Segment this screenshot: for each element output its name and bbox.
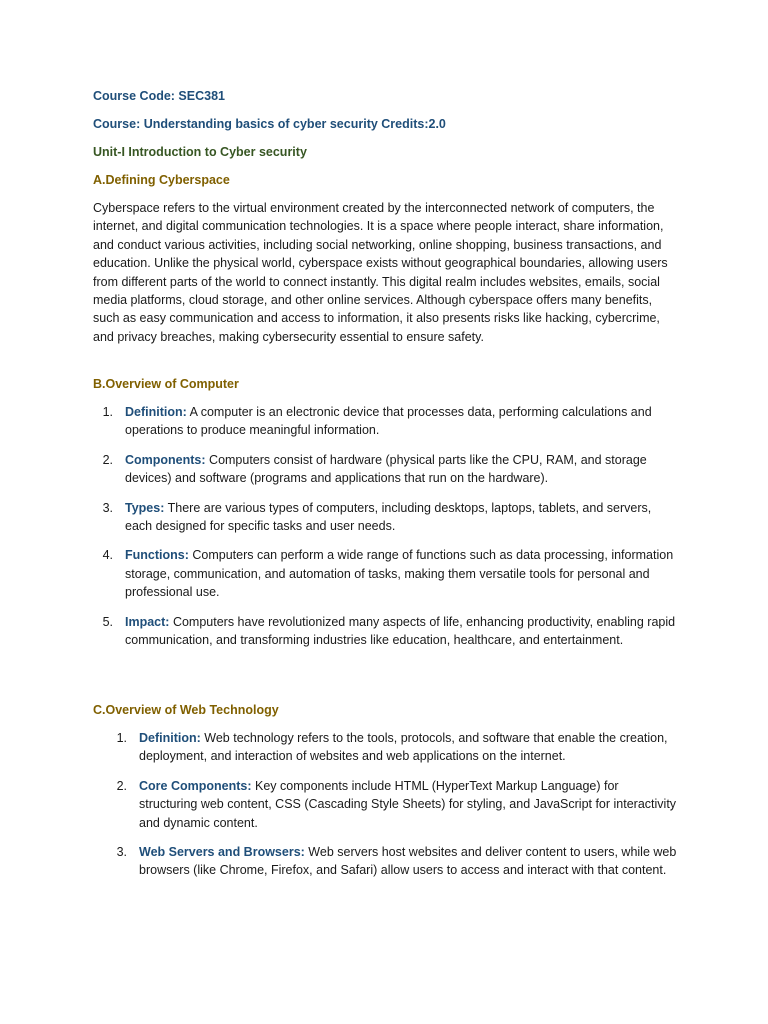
list-number: 1. — [102, 405, 113, 419]
list-text: There are various types of computers, including desktops, laptops, tablets, and servers, each designed for specific tasks and user needs. — [125, 500, 652, 534]
list-text: Computers have revolutionized many aspects of life, enhancing productivity, enabling rapid communication, and transforming industries like education, healthcare, and entertainment. — [125, 614, 676, 648]
section-a-heading: A.Defining Cyberspace — [93, 173, 230, 187]
list-text: Web technology refers to the tools, protocols, and software that enable the creation, deployment, and interaction of websites and web applications on the internet. — [139, 731, 668, 764]
course-code: Course Code: SEC381 — [93, 89, 225, 103]
list-term: Types — [125, 500, 161, 515]
list-number: 5. — [102, 614, 113, 629]
list-number: 3. — [102, 500, 113, 515]
list-number: 2. — [102, 452, 113, 467]
list-item — [116, 777, 679, 832]
section-c-list — [116, 729, 679, 880]
section-a-paragraph: Cyberspace refers to the virtual environment created by the interconnected network of computers, the internet, and digital communication technologies. It is a space where people interact, share information, and conduct various activities, including social networking, online shopping, business transactions, and education. Unlike the physical world, cyberspace exists without geographical boundaries, allowing users from different parts of the world to connect instantly. This digital realm includes websites, emails, social media platforms, cloud storage, and other online services. Although cyberspace offers many benefits, such as easy communication and access to information, it also presents risks like hacking, cybercrime, and privacy breaches, making cybersecurity essential to ensure safety. — [93, 201, 668, 344]
list-text: Key components include HTML (HyperText Markup Language) for structuring web content, CSS (Cascading Style Sheets) for styling, and JavaScript for interactivity and dynamic content. — [139, 778, 677, 830]
list-term: Definition — [125, 405, 183, 419]
list-term: Web Servers and Browsers — [139, 845, 301, 860]
list-text: A computer is an electronic device that processes data, performing calculations and operations to produce meaningful information. — [125, 405, 652, 438]
list-term-sep: : — [247, 778, 252, 793]
list-item — [102, 451, 680, 488]
list-term-sep: : — [196, 731, 201, 745]
list-text: Computers can perform a wide range of functions such as data processing, information storage, communication, and automation of tasks, making them versatile tools for personal and professional use. — [125, 548, 674, 600]
list-term-sep: : — [182, 405, 187, 419]
list-item — [116, 729, 679, 766]
list-term-sep: : — [165, 614, 170, 629]
section-b-heading: B.Overview of Computer — [93, 377, 239, 391]
list-number: 4. — [102, 548, 113, 563]
list-term: Functions — [125, 548, 185, 563]
list-term-sep: : — [184, 548, 189, 563]
list-item — [102, 499, 680, 536]
section-b-list — [102, 403, 680, 649]
list-item — [102, 546, 680, 601]
unit-heading: Unit-I Introduction to Cyber security — [93, 145, 307, 159]
list-term-sep: : — [201, 452, 206, 467]
course-title: Course: Understanding basics of cyber security Credits:2.0 — [93, 117, 446, 131]
list-text: Web servers host websites and deliver content to users, while web browsers (like Chrome, Firefox, and Safari) allow users to access and interact with that content. — [139, 845, 677, 878]
list-number: 2. — [116, 778, 127, 793]
list-term: Components — [125, 452, 202, 467]
list-item — [102, 403, 680, 440]
list-item — [102, 613, 680, 650]
list-term: Definition — [139, 731, 197, 745]
list-term: Impact — [125, 614, 166, 629]
list-number: 1. — [116, 731, 127, 745]
list-term: Core Components — [139, 778, 248, 793]
list-number: 3. — [116, 845, 127, 860]
list-term-sep: : — [160, 500, 165, 515]
list-term-sep: : — [300, 845, 305, 860]
list-item — [116, 843, 679, 880]
list-text: Computers consist of hardware (physical parts like the CPU, RAM, and storage devices) and software (programs and applications that run on the hardware). — [125, 452, 647, 486]
section-c-heading: C.Overview of Web Technology — [93, 703, 279, 717]
